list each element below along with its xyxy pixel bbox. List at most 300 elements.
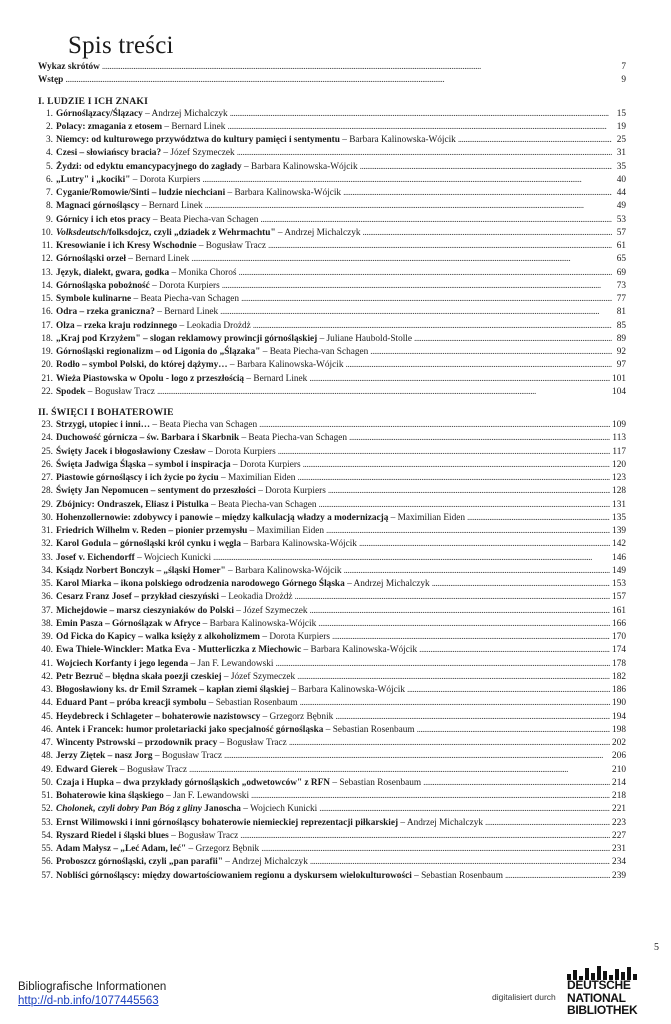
toc-entry-page: 73 xyxy=(616,280,626,291)
toc-entry-page: 153 xyxy=(612,579,626,589)
toc-entry-subject: Czesi – słowiańscy bracia? xyxy=(56,148,162,159)
toc-entry-title xyxy=(56,147,235,160)
toc-entry-page: 123 xyxy=(612,473,626,483)
toc-entry-author: – Bernard Linek xyxy=(154,307,219,318)
toc-entry xyxy=(38,346,626,359)
toc-entry-subject: Ryszard Riedel i śląski blues xyxy=(56,830,169,841)
toc-entry-title xyxy=(56,240,266,253)
toc-leader-dots xyxy=(344,565,610,578)
toc-entry-title xyxy=(56,346,368,359)
toc-entry-number: 24. xyxy=(41,433,53,444)
toc-leader-dots xyxy=(300,697,610,710)
toc-leader-dots xyxy=(227,121,612,134)
toc-entry-page: 9 xyxy=(621,75,626,86)
toc-entry xyxy=(38,280,626,293)
page-title: Spis treści xyxy=(68,32,174,59)
toc-entry-number: 45. xyxy=(41,711,53,722)
toc-entry-title xyxy=(56,565,342,578)
toc-entry-subject: Wieża Piastowska w Opolu - logo z przeszłością xyxy=(56,373,245,384)
toc-entry-subject: Górnicy i ich etos pracy xyxy=(56,214,151,225)
toc-entry-number: 43. xyxy=(41,685,53,695)
toc-leader-dots xyxy=(191,253,612,266)
toc-entry-italic: Volksdeutsch xyxy=(56,227,107,238)
toc-entry-title xyxy=(56,499,317,512)
toc-entry-title xyxy=(56,856,308,869)
toc-entry xyxy=(38,472,626,485)
toc-entry-subject: Antek i Francek: humor proletariacki jako specjalność górnośląska xyxy=(56,724,324,735)
toc-entry-author: – Maximilian Eiden xyxy=(388,512,466,523)
toc-entry-author: – Barbara Kalinowska-Wójcik xyxy=(225,565,342,576)
toc-entry xyxy=(38,485,626,498)
toc-entry-title xyxy=(56,432,347,445)
toc-entry-author: – Maximilian Eiden xyxy=(218,473,296,483)
toc-leader-dots xyxy=(189,764,610,777)
toc-entry xyxy=(38,618,626,631)
toc-entry-author: – Bernard Linek xyxy=(139,201,203,212)
toc-entry xyxy=(38,512,626,525)
toc-entry-number: 9. xyxy=(46,214,53,225)
toc-leader-dots xyxy=(297,472,610,485)
toc-entry-number: 30. xyxy=(41,512,53,523)
toc-entry-page: 218 xyxy=(612,791,626,801)
toc-entry-page: 157 xyxy=(612,592,626,603)
toc-entry-author: – Bernard Linek xyxy=(244,373,308,384)
toc-entry-author: – Bogusław Tracz xyxy=(168,830,239,841)
toc-leader-dots xyxy=(268,240,612,253)
dnb-logo-text: DEUTSCHE NATIONAL BIBLIOTHEK xyxy=(567,978,638,1017)
toc-entry-author: – Barbara Kalinowska-Wójcik xyxy=(200,618,317,629)
toc-entry-subject: Emin Pasza – Górnoślązak w Afryce xyxy=(56,618,201,629)
toc-entry-author: – Bogusław Tracz xyxy=(196,241,266,251)
toc-entry-author: – Jan F. Lewandowski xyxy=(163,791,250,801)
toc-entry-page: 161 xyxy=(612,605,626,616)
toc-entry-number: 1. xyxy=(46,108,53,119)
toc-entry-page: 15 xyxy=(616,108,626,119)
toc-leader-dots xyxy=(335,711,610,724)
toc-leader-dots xyxy=(237,147,612,160)
toc-entry-title xyxy=(56,320,251,333)
toc-entry xyxy=(38,134,626,147)
toc-entry-page: 61 xyxy=(616,241,626,251)
toc-entry-subject: Ernst Wilimowski i inni górnośląscy bohaterowie niemieckiej reprezentacji piłkarskiej xyxy=(56,817,399,828)
toc-entry-page: 44 xyxy=(616,188,626,198)
toc-entry-title xyxy=(56,618,316,631)
toc-entry xyxy=(38,253,626,266)
toc-entry-subject: Górnośląski regionalizm – od Ligonia do „Ślązaka" xyxy=(56,347,261,357)
toc-entry-author: – Bernard Linek xyxy=(125,254,190,265)
toc-entry-title xyxy=(56,108,228,121)
toc-leader-dots xyxy=(253,320,612,333)
toc-entry-author: – Dorota Kurpiers xyxy=(130,174,201,185)
toc-entry xyxy=(38,386,626,399)
toc-entry xyxy=(38,631,626,644)
toc-entry-author: – Józef Szymeczek xyxy=(221,671,296,682)
toc-entry xyxy=(38,293,626,306)
toc-entry-subject: Heydebreck i Schlageter – bohaterowie nazistowscy xyxy=(56,711,261,722)
toc-entry-page: 178 xyxy=(612,658,626,669)
toc-entry-subject: Cesarz Franz Josef – przykład cieszyński xyxy=(56,592,219,603)
toc-entry-page: 120 xyxy=(612,459,626,470)
toc-entry-page: 7 xyxy=(621,62,626,72)
toc-entry-page: 174 xyxy=(612,645,626,656)
toc-entry-page: 182 xyxy=(612,671,626,682)
toc-entry-subject: Petr Bezruč – błędna skała poezji czeskiej xyxy=(56,671,222,682)
toc-entry-author: – Beata Piecha-van Schagen xyxy=(239,433,348,444)
toc-entry-subject: Josef v. Eichendorff xyxy=(56,552,135,563)
toc-entry xyxy=(38,214,626,227)
toc-entry-page: 69 xyxy=(616,267,626,278)
toc-leader-dots xyxy=(297,671,610,684)
toc-entry-number: 13. xyxy=(41,267,53,278)
toc-entry-title xyxy=(38,74,63,87)
toc-entry-page: 57 xyxy=(616,227,626,238)
toc-entry xyxy=(38,538,626,551)
toc-entry xyxy=(38,764,626,777)
toc-entry-title xyxy=(56,631,330,644)
toc-entry-number: 39. xyxy=(41,632,53,642)
toc-entry-subject: Niemcy: od kulturowego przywództwa do kultury pamięci i sentymentu xyxy=(56,135,340,145)
toc-entry-page: 142 xyxy=(612,539,626,550)
toc-entry xyxy=(38,605,626,618)
toc-leader-dots xyxy=(239,267,612,280)
toc-leader-dots xyxy=(432,578,610,591)
toc-front-title: Wykaz skrótów xyxy=(38,62,100,72)
toc-entry-subject: Michejdowie – marsz cieszyniaków do Polski xyxy=(56,605,234,616)
toc-entry-author: – Wojciech Kunicki xyxy=(134,552,212,563)
toc-leader-dots xyxy=(310,856,610,869)
toc-entry-title xyxy=(56,538,357,551)
toc-entry xyxy=(38,267,626,280)
toc-leader-dots xyxy=(485,817,610,830)
toc-entry-number: 55. xyxy=(41,844,53,854)
toc-entry-title xyxy=(56,446,276,459)
toc-entry xyxy=(38,432,626,445)
toc-entry-title xyxy=(56,373,307,386)
toc-entry-title xyxy=(56,214,258,227)
toc-entry-subject: Zbójnicy: Ondraszek, Eliasz i Pistulka xyxy=(56,499,209,510)
toc-entry-page: 198 xyxy=(612,724,626,735)
toc-leader-dots xyxy=(346,359,613,372)
toc-entry-number: 38. xyxy=(41,618,53,629)
toc-entry-title xyxy=(56,134,456,147)
toc-entry-title xyxy=(56,830,238,843)
toc-entry-author: – Dorota Kurpiers xyxy=(149,280,220,291)
toc-entry xyxy=(38,121,626,134)
toc-entry-title xyxy=(56,803,317,816)
toc-leader-dots xyxy=(458,134,612,147)
toc-entry xyxy=(38,373,626,386)
toc-leader-dots xyxy=(370,346,612,359)
toc-entry-title xyxy=(56,552,211,565)
toc-entry-subject: /folksdojcz, czyli „dziadek z Wehrmachtu" xyxy=(106,227,276,238)
toc-entry-author: – Grzegorz Bębnik xyxy=(260,711,334,722)
toc-entry-title xyxy=(56,386,155,399)
toc-entry xyxy=(38,591,626,604)
toc-entry xyxy=(38,711,626,724)
toc-leader-dots xyxy=(328,485,610,498)
toc-entry-number: 22. xyxy=(41,386,53,397)
toc-leader-dots xyxy=(359,538,610,551)
toc-entry-title xyxy=(56,750,222,763)
toc-entry-page: 89 xyxy=(616,333,626,344)
toc-entry xyxy=(38,459,626,472)
toc-leader-dots xyxy=(326,525,610,538)
toc-entry-page: 19 xyxy=(616,121,626,132)
toc-entry xyxy=(38,856,626,869)
toc-entry-author: – Bogusław Tracz xyxy=(117,764,188,775)
toc-entry-number: 15. xyxy=(41,294,53,304)
toc-entry-number: 10. xyxy=(41,227,53,238)
toc-entry-subject: Święty Jan Nepomucen – sentyment do przeszłości xyxy=(56,486,256,497)
toc-entry xyxy=(38,684,626,697)
toc-entry-title xyxy=(56,333,412,346)
toc-entry-author: – Dorota Kurpiers xyxy=(205,446,276,457)
toc-entry-page: 31 xyxy=(616,148,626,159)
toc-entry-title xyxy=(38,61,100,74)
toc-entry xyxy=(38,817,626,830)
toc-entry-page: 92 xyxy=(616,347,626,357)
toc-entry-title xyxy=(56,293,239,306)
toc-entry-number: 57. xyxy=(41,870,53,881)
toc-entry-author: – Jan F. Lewandowski xyxy=(188,658,274,669)
toc-entry xyxy=(38,306,626,319)
toc-entry-number: 31. xyxy=(41,526,53,536)
toc-entry-number: 8. xyxy=(46,201,53,212)
toc-entry-subject: Piastowie górnośląscy i ich życie po życiu xyxy=(56,473,219,483)
toc-entry-author: – Józef Szymeczek xyxy=(161,148,235,159)
toc-entry-number: 52. xyxy=(41,804,53,815)
dnb-link[interactable]: http://d-nb.info/1077445563 xyxy=(18,995,159,1007)
toc-entry-author: – Andrzej Michalczyk xyxy=(344,579,430,589)
toc-leader-dots xyxy=(259,419,610,432)
toc-leader-dots xyxy=(423,777,610,790)
toc-entry-page: 210 xyxy=(612,764,626,775)
toc-entry-title xyxy=(56,671,295,684)
toc-entry-title xyxy=(56,306,218,319)
toc-entry-subject: Bohaterowie kina śląskiego xyxy=(56,791,164,801)
toc-entry-title xyxy=(56,459,301,472)
toc-entry-author: – Wojciech Kunicki xyxy=(240,804,318,815)
toc-entry-page: 113 xyxy=(612,433,626,444)
toc-entry-number: 20. xyxy=(41,360,53,371)
toc-entry-title xyxy=(56,790,249,803)
toc-entry-page: 40 xyxy=(616,174,626,185)
toc-entry xyxy=(38,552,626,565)
toc-entry-author: – Dorota Kurpiers xyxy=(230,459,301,470)
toc-entry-author: – Leokadia Drożdż xyxy=(177,320,251,331)
toc-leader-dots xyxy=(224,750,610,763)
toc-entry-subject: Czaja i Hupka – dwa przykłady górnośląskich „odwetowców" z RFN xyxy=(56,777,331,788)
toc-entry-number: 44. xyxy=(41,698,53,709)
toc-entry-author: – Dorota Kurpiers xyxy=(255,486,326,497)
toc-leader-dots xyxy=(360,161,612,174)
toc-entry-title xyxy=(56,764,187,777)
toc-entry-title xyxy=(56,737,287,750)
toc-entry-subject: Nobliści górnośląscy: między dowartościowaniem regionu a dyskursem wielokulturowości xyxy=(56,870,412,881)
toc-entry-number: 14. xyxy=(41,280,53,291)
toc-entry-subject: Friedrich Wilhelm v. Reden – pionier przemysłu xyxy=(56,526,248,536)
toc-entry-subject: Od Ficka do Kapicy – walka księży z alkoholizmem xyxy=(56,632,261,642)
toc-entry-number: 40. xyxy=(41,645,53,656)
toc-entry-number: 36. xyxy=(41,592,53,603)
toc-entry-page: 101 xyxy=(612,373,626,384)
toc-leader-dots xyxy=(310,605,611,618)
toc-entry xyxy=(38,724,626,737)
toc-entry-title xyxy=(56,644,417,657)
toc-front-entry xyxy=(38,61,626,74)
dnb-logo xyxy=(567,966,647,1020)
toc-entry-page: 206 xyxy=(612,751,626,762)
toc-entry-author: – Beata Piecha-van Schagen xyxy=(150,214,259,225)
toc-entry-subject: Hohenzollernowie: zdobywcy i panowie – między kalkulacją władzy a modernizacją xyxy=(56,512,389,523)
toc-entry-title xyxy=(56,267,237,280)
toc-leader-dots xyxy=(414,333,612,346)
toc-entry xyxy=(38,333,626,346)
toc-entry-subject: Cyganie/Romowie/Sinti – ludzie niechciani xyxy=(56,188,226,198)
toc-leader-dots xyxy=(295,591,611,604)
toc-entry-author: – Sebastian Rosenbaum xyxy=(323,724,415,735)
toc-entry-title xyxy=(56,711,333,724)
toc-entry-author: – Józef Szymeczek xyxy=(233,605,308,616)
toc-entry xyxy=(38,578,626,591)
toc-entry-number: 53. xyxy=(41,817,53,828)
toc-leader-dots xyxy=(240,830,610,843)
toc-leader-dots xyxy=(205,200,612,213)
toc-entry-number: 28. xyxy=(41,486,53,497)
toc-entry xyxy=(38,108,626,121)
toc-entry-subject: Symbole kulinarne xyxy=(56,294,132,304)
toc-entry-number: 18. xyxy=(41,333,53,344)
toc-entry-title xyxy=(56,697,298,710)
toc-entry-page: 77 xyxy=(616,294,626,304)
toc-entry-title xyxy=(56,200,203,213)
toc-entry-author: – Bernard Linek xyxy=(162,121,226,132)
toc-entry-page: 214 xyxy=(612,777,626,788)
toc-entry-number: 3. xyxy=(46,135,53,145)
toc-entry-number: 41. xyxy=(41,658,53,669)
toc-entry-author: – Beata Piecha-van Schagen xyxy=(208,499,317,510)
toc-leader-dots xyxy=(102,61,612,74)
toc-entry xyxy=(38,737,626,750)
toc-entry-page: 149 xyxy=(612,565,626,576)
toc-entry-subject: Karol Godula – górnośląski król cynku i węgla xyxy=(56,539,242,550)
toc-entry-title xyxy=(56,472,295,485)
toc-entry-author: – Barbara Kalinowska-Wójcik xyxy=(289,685,405,695)
toc-entry-number: 46. xyxy=(41,724,53,735)
toc-entry-subject: Wincenty Pstrowski – przodownik pracy xyxy=(56,738,218,748)
toc-entry-page: 234 xyxy=(612,857,626,868)
toc-entry-title xyxy=(56,777,421,790)
toc-entry-number: 51. xyxy=(41,791,53,801)
toc-entry-number: 48. xyxy=(41,751,53,762)
toc-leader-dots xyxy=(213,552,610,565)
toc-entry-page: 139 xyxy=(612,526,626,536)
toc-entry-author: – Andrzej Michalczyk xyxy=(142,108,228,119)
toc-leader-dots xyxy=(202,174,612,187)
toc-front-title: Wstęp xyxy=(38,75,64,86)
toc-entry-number: 12. xyxy=(41,254,53,265)
toc-leader-dots xyxy=(303,459,610,472)
toc-entry-author: – Bogusław Tracz xyxy=(152,751,223,762)
toc-entry-page: 194 xyxy=(612,711,626,722)
toc-entry xyxy=(38,777,626,790)
toc-entry-number: 33. xyxy=(41,552,53,563)
toc-entry-number: 4. xyxy=(46,148,53,159)
toc-entry-author: – Andrzej Michalczyk xyxy=(222,857,308,868)
toc-entry-title xyxy=(56,843,259,856)
toc-entry-subject: Ksiądz Norbert Bonczyk – „śląski Homer" xyxy=(56,565,226,576)
toc-entry-title xyxy=(56,419,257,432)
toc-entry xyxy=(38,174,626,187)
toc-entry-subject: Kresowianie i ich Kresy Wschodnie xyxy=(56,241,197,251)
toc-entry-author: – Dorota Kurpiers xyxy=(260,632,330,642)
toc-leader-dots xyxy=(505,870,610,883)
toc-entry-subject: Górnośląska pobożność xyxy=(56,280,150,291)
toc-leader-dots xyxy=(65,74,612,87)
toc-entry-number: 50. xyxy=(41,777,53,788)
toc-entry-title xyxy=(56,121,225,134)
toc-entry-title xyxy=(56,512,465,525)
toc-entry-number: 21. xyxy=(41,373,53,384)
toc-entry xyxy=(38,359,626,372)
toc-entry-title xyxy=(56,280,220,293)
toc-entry-page: 166 xyxy=(612,618,626,629)
toc-leader-dots xyxy=(407,684,610,697)
toc-entry-page: 104 xyxy=(612,386,626,397)
toc-entry-page: 49 xyxy=(616,201,626,212)
toc-entry-subject: Olza – rzeka kraju rodzinnego xyxy=(56,320,178,331)
toc-entry-subject: Jerzy Ziętek – nasz Jorg xyxy=(56,751,153,762)
toc-entry-number: 42. xyxy=(41,671,53,682)
toc-front-entry xyxy=(38,74,626,87)
toc-leader-dots xyxy=(278,446,611,459)
toc-leader-dots xyxy=(220,306,612,319)
toc-entry-number: 29. xyxy=(41,499,53,510)
toc-leader-dots xyxy=(318,618,610,631)
toc-entry-subject: Duchowość górnicza – św. Barbara i Skarbnik xyxy=(56,433,240,444)
toc-entry-author: – Beata Piecha-van Schagen xyxy=(131,294,240,304)
toc-entry-page: 186 xyxy=(612,685,626,695)
toc-entry-page: 190 xyxy=(612,698,626,709)
toc-entry-page: 135 xyxy=(612,512,626,523)
toc-entry xyxy=(38,200,626,213)
toc-entry-author: – Sebastian Rosenbaum xyxy=(330,777,422,788)
toc-entry-number: 49. xyxy=(41,764,53,775)
toc-entry-author: – Andrzej Michalczyk xyxy=(398,817,484,828)
toc-entry-title xyxy=(56,174,200,187)
toc-entry-title xyxy=(56,578,430,591)
toc-entry-subject: Karol Miarka – ikona polskiego odrodzenia narodowego Górnego Śląska xyxy=(56,579,345,589)
toc-entry-page: 53 xyxy=(616,214,626,225)
toc-entry-italic: Cholonek, czyli dobry Pan Bóg z gliny xyxy=(56,804,202,815)
toc-entry-subject: Janoscha xyxy=(201,804,241,815)
toc-entry-number: 54. xyxy=(41,830,53,841)
toc-entry-subject: Magnaci górnośląscy xyxy=(56,201,140,212)
toc-entry-author: – Andrzej Michalczyk xyxy=(275,227,361,238)
toc-entry-title xyxy=(56,525,324,538)
toc-leader-dots xyxy=(251,790,610,803)
toc-leader-dots xyxy=(222,280,612,293)
toc-entry xyxy=(38,830,626,843)
toc-entry xyxy=(38,446,626,459)
toc-entry-page: 221 xyxy=(612,804,626,815)
toc-entry xyxy=(38,565,626,578)
toc-leader-dots xyxy=(230,108,612,121)
toc-entry-number: 11. xyxy=(41,241,53,251)
toc-entry-title xyxy=(56,359,344,372)
toc-entry-author: – Sebastian Rosenbaum xyxy=(206,698,298,709)
toc-leader-dots xyxy=(363,227,612,240)
